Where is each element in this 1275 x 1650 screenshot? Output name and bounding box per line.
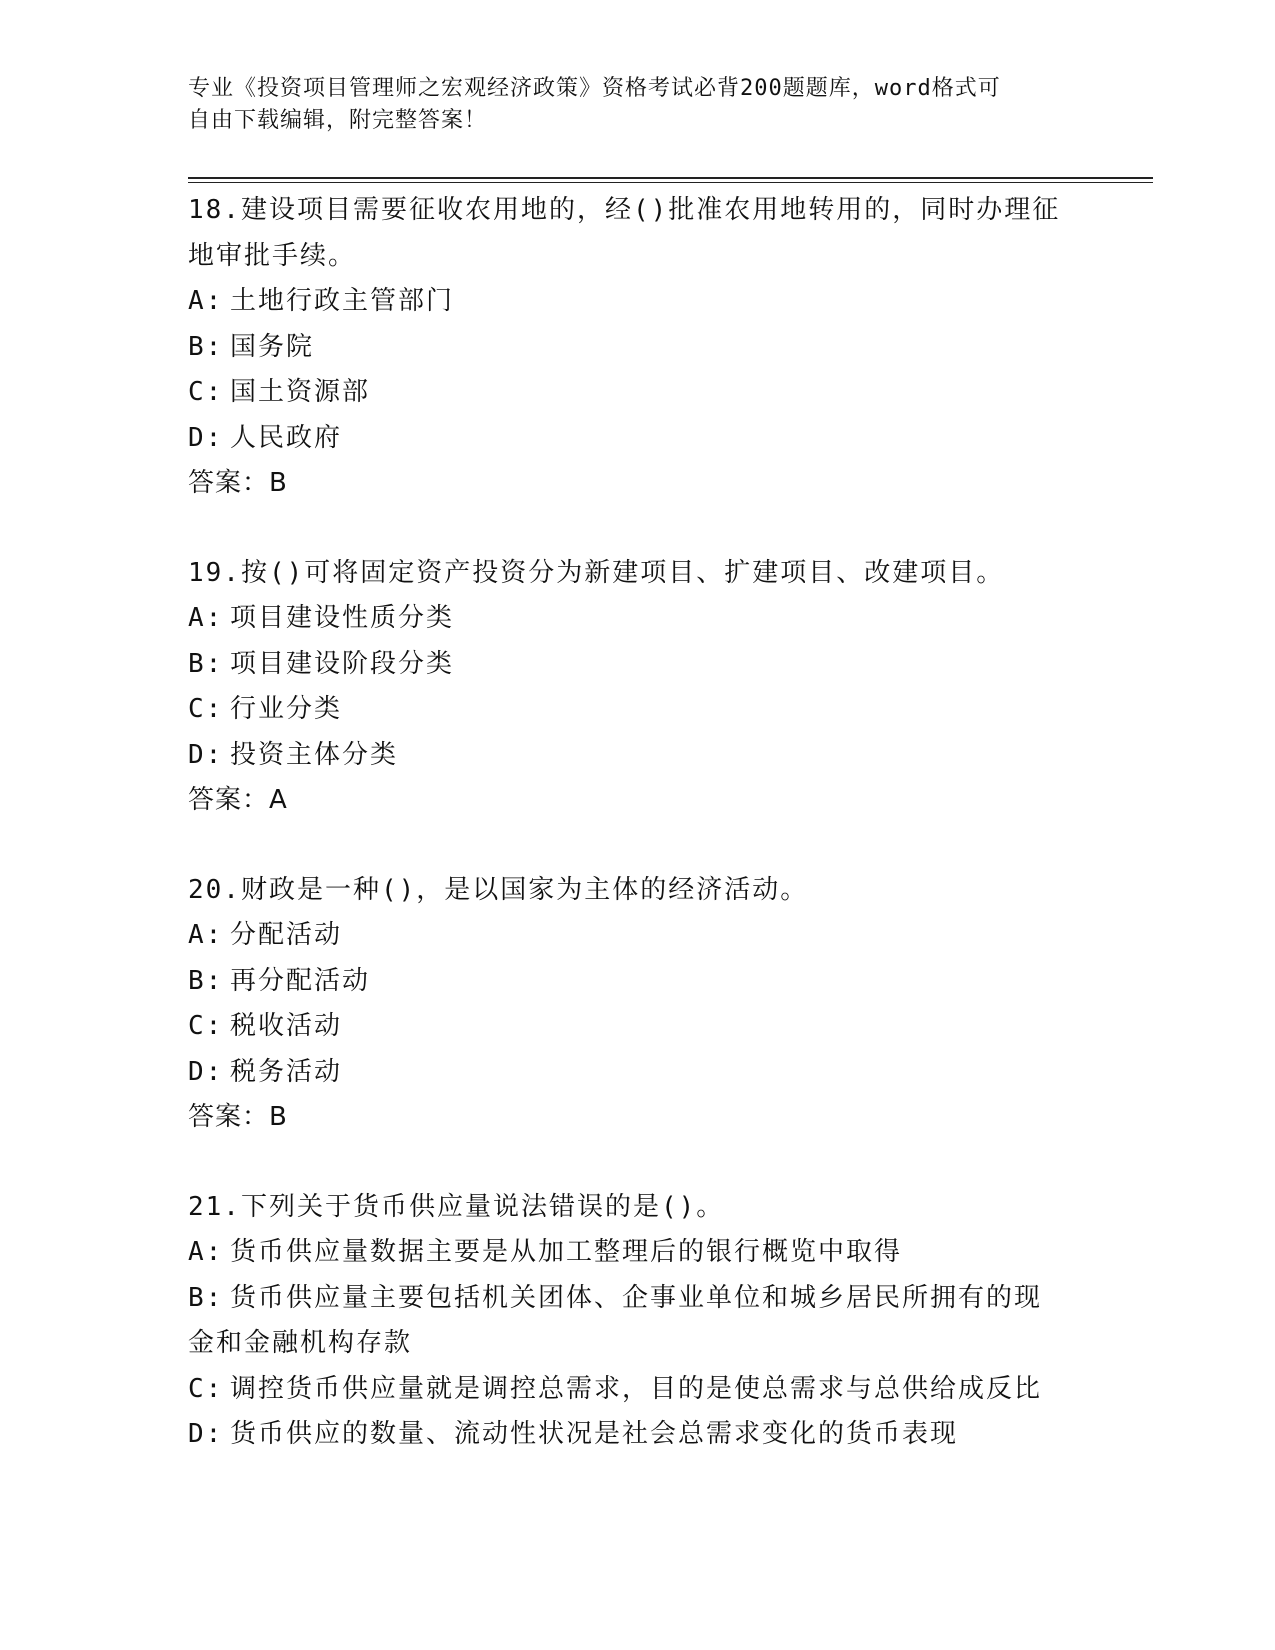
option-letter: D: (188, 1419, 224, 1449)
option-text: 再分配活动 (230, 965, 371, 996)
option-text: 项目建设阶段分类 (230, 648, 455, 679)
option-letter: A: (188, 1237, 224, 1267)
option-text: 分配活动 (230, 920, 343, 950)
header-line-1: 专业《投资项目管理师之宏观经济政策》资格考试必背200题题库，word格式可 (188, 76, 1001, 101)
header-divider-thin (188, 182, 1153, 183)
option-letter: B: (188, 965, 224, 996)
option-c (188, 370, 1088, 416)
question-20 (188, 868, 1088, 1141)
question-stem-line-1: 20.财政是一种()，是以国家为主体的经济活动。 (188, 874, 809, 905)
option-letter: A: (188, 286, 224, 316)
option-a (188, 1230, 1088, 1276)
option-letter: A: (188, 603, 224, 633)
question-stem (188, 1185, 1068, 1231)
option-d (188, 1412, 1088, 1458)
question-stem (188, 551, 1068, 597)
option-letter: C: (188, 377, 224, 407)
option-text: 土地行政主管部门 (230, 286, 455, 316)
option-text: 投资主体分类 (230, 739, 399, 770)
option-c (188, 1004, 1088, 1050)
document-header (188, 73, 1068, 137)
option-text: 人民政府 (230, 422, 343, 453)
option-b (188, 325, 1088, 371)
option-text: 行业分类 (230, 694, 343, 724)
option-letter: B: (188, 331, 224, 362)
option-text: 项目建设性质分类 (230, 603, 455, 633)
option-letter: A: (188, 920, 224, 950)
option-a (188, 913, 1088, 959)
option-text: 国务院 (230, 331, 315, 362)
option-letter: C: (188, 1373, 224, 1404)
option-text: 税收活动 (230, 1011, 343, 1041)
option-text: 货币供应的数量、流动性状况是社会总需求变化的货币表现 (230, 1419, 959, 1449)
option-letter: B: (188, 1282, 224, 1313)
option-b (188, 959, 1088, 1005)
option-text: 货币供应量主要包括机关团体、企事业单位和城乡居民所拥有的现 (230, 1282, 1043, 1313)
header-line-2: 自由下载编辑，附完整答案！ (188, 108, 488, 133)
header-divider-thick (188, 177, 1153, 179)
option-b (188, 642, 1088, 688)
option-letter: B: (188, 648, 224, 679)
option-a (188, 596, 1088, 642)
question-list (188, 188, 1088, 1502)
answer: 答案：B (188, 1102, 288, 1132)
option-b (188, 1276, 1088, 1367)
question-stem-line-2: 地审批手续。 (188, 240, 357, 271)
option-letter: D: (188, 1056, 224, 1087)
question-stem-line-1: 18.建设项目需要征收农用地的，经()批准农用地转用的，同时办理征 (188, 195, 1061, 225)
option-d (188, 1050, 1088, 1096)
answer: 答案：B (188, 468, 288, 498)
question-stem (188, 188, 1068, 279)
option-c (188, 687, 1088, 733)
option-letter: C: (188, 1011, 224, 1041)
option-letter: C: (188, 694, 224, 724)
question-18 (188, 188, 1088, 507)
option-letter: D: (188, 422, 224, 453)
option-text: 货币供应量数据主要是从加工整理后的银行概览中取得 (230, 1237, 903, 1267)
option-d (188, 733, 1088, 779)
question-stem-line-1: 21.下列关于货币供应量说法错误的是()。 (188, 1191, 725, 1222)
question-stem-line-1: 19.按()可将固定资产投资分为新建项目、扩建项目、改建项目。 (188, 557, 1005, 588)
option-text: 税务活动 (230, 1056, 343, 1087)
option-text-continued: 金和金融机构存款 (188, 1328, 413, 1358)
question-21 (188, 1185, 1088, 1458)
question-stem (188, 868, 1068, 914)
option-c (188, 1367, 1088, 1413)
option-letter: D: (188, 739, 224, 770)
option-text: 调控货币供应量就是调控总需求，目的是使总需求与总供给成反比 (230, 1373, 1043, 1404)
option-text: 国土资源部 (230, 377, 371, 407)
answer: 答案：A (188, 785, 288, 815)
question-19 (188, 551, 1088, 824)
option-a (188, 279, 1088, 325)
option-d (188, 416, 1088, 462)
